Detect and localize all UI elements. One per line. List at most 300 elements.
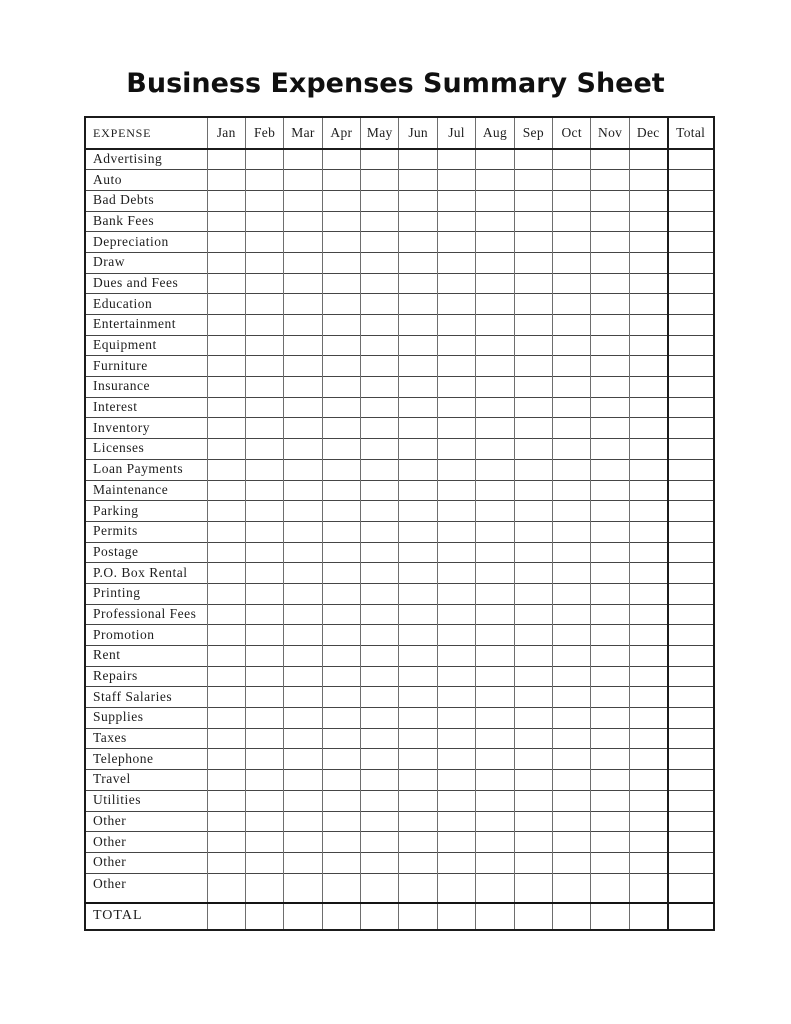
- row-total-cell[interactable]: [668, 646, 714, 667]
- amount-cell[interactable]: [322, 521, 360, 542]
- amount-cell[interactable]: [399, 563, 437, 584]
- amount-cell[interactable]: [629, 749, 667, 770]
- row-total-cell[interactable]: [668, 563, 714, 584]
- amount-cell[interactable]: [361, 832, 399, 853]
- amount-cell[interactable]: [514, 728, 552, 749]
- amount-cell[interactable]: [553, 625, 591, 646]
- amount-cell[interactable]: [553, 873, 591, 903]
- amount-cell[interactable]: [245, 252, 283, 273]
- amount-cell[interactable]: [207, 625, 245, 646]
- amount-cell[interactable]: [399, 625, 437, 646]
- amount-cell[interactable]: [514, 646, 552, 667]
- amount-cell[interactable]: [361, 501, 399, 522]
- amount-cell[interactable]: [591, 252, 629, 273]
- amount-cell[interactable]: [591, 149, 629, 170]
- amount-cell[interactable]: [629, 397, 667, 418]
- amount-cell[interactable]: [207, 149, 245, 170]
- amount-cell[interactable]: [476, 190, 514, 211]
- amount-cell[interactable]: [629, 811, 667, 832]
- amount-cell[interactable]: [437, 377, 475, 398]
- amount-cell[interactable]: [207, 232, 245, 253]
- amount-cell[interactable]: [245, 356, 283, 377]
- amount-cell[interactable]: [629, 604, 667, 625]
- amount-cell[interactable]: [399, 749, 437, 770]
- amount-cell[interactable]: [629, 728, 667, 749]
- amount-cell[interactable]: [361, 749, 399, 770]
- amount-cell[interactable]: [322, 646, 360, 667]
- amount-cell[interactable]: [553, 770, 591, 791]
- amount-cell[interactable]: [245, 273, 283, 294]
- amount-cell[interactable]: [361, 397, 399, 418]
- amount-cell[interactable]: [591, 294, 629, 315]
- amount-cell[interactable]: [514, 149, 552, 170]
- row-total-cell[interactable]: [668, 666, 714, 687]
- amount-cell[interactable]: [437, 563, 475, 584]
- amount-cell[interactable]: [476, 252, 514, 273]
- amount-cell[interactable]: [322, 377, 360, 398]
- amount-cell[interactable]: [284, 397, 322, 418]
- row-total-cell[interactable]: [668, 832, 714, 853]
- amount-cell[interactable]: [284, 666, 322, 687]
- amount-cell[interactable]: [361, 728, 399, 749]
- row-total-cell[interactable]: [668, 604, 714, 625]
- row-total-cell[interactable]: [668, 439, 714, 460]
- amount-cell[interactable]: [245, 294, 283, 315]
- amount-cell[interactable]: [591, 439, 629, 460]
- amount-cell[interactable]: [361, 273, 399, 294]
- row-total-cell[interactable]: [668, 501, 714, 522]
- amount-cell[interactable]: [399, 418, 437, 439]
- amount-cell[interactable]: [591, 459, 629, 480]
- amount-cell[interactable]: [476, 832, 514, 853]
- amount-cell[interactable]: [361, 852, 399, 873]
- amount-cell[interactable]: [514, 418, 552, 439]
- column-total-cell[interactable]: [476, 903, 514, 930]
- amount-cell[interactable]: [591, 708, 629, 729]
- amount-cell[interactable]: [476, 501, 514, 522]
- amount-cell[interactable]: [284, 852, 322, 873]
- amount-cell[interactable]: [629, 480, 667, 501]
- amount-cell[interactable]: [245, 149, 283, 170]
- amount-cell[interactable]: [591, 604, 629, 625]
- amount-cell[interactable]: [399, 687, 437, 708]
- amount-cell[interactable]: [399, 294, 437, 315]
- amount-cell[interactable]: [437, 335, 475, 356]
- amount-cell[interactable]: [553, 852, 591, 873]
- amount-cell[interactable]: [284, 708, 322, 729]
- amount-cell[interactable]: [284, 315, 322, 336]
- amount-cell[interactable]: [361, 356, 399, 377]
- amount-cell[interactable]: [476, 521, 514, 542]
- amount-cell[interactable]: [591, 542, 629, 563]
- amount-cell[interactable]: [245, 749, 283, 770]
- amount-cell[interactable]: [322, 211, 360, 232]
- amount-cell[interactable]: [322, 397, 360, 418]
- amount-cell[interactable]: [245, 335, 283, 356]
- amount-cell[interactable]: [322, 439, 360, 460]
- amount-cell[interactable]: [284, 687, 322, 708]
- amount-cell[interactable]: [437, 521, 475, 542]
- amount-cell[interactable]: [553, 459, 591, 480]
- amount-cell[interactable]: [476, 439, 514, 460]
- amount-cell[interactable]: [399, 439, 437, 460]
- amount-cell[interactable]: [591, 770, 629, 791]
- row-total-cell[interactable]: [668, 377, 714, 398]
- amount-cell[interactable]: [207, 708, 245, 729]
- amount-cell[interactable]: [361, 666, 399, 687]
- amount-cell[interactable]: [476, 397, 514, 418]
- row-total-cell[interactable]: [668, 315, 714, 336]
- amount-cell[interactable]: [553, 542, 591, 563]
- row-total-cell[interactable]: [668, 873, 714, 903]
- amount-cell[interactable]: [437, 770, 475, 791]
- amount-cell[interactable]: [361, 625, 399, 646]
- amount-cell[interactable]: [514, 501, 552, 522]
- amount-cell[interactable]: [399, 252, 437, 273]
- amount-cell[interactable]: [399, 377, 437, 398]
- amount-cell[interactable]: [322, 770, 360, 791]
- amount-cell[interactable]: [629, 501, 667, 522]
- amount-cell[interactable]: [591, 563, 629, 584]
- amount-cell[interactable]: [207, 501, 245, 522]
- amount-cell[interactable]: [284, 583, 322, 604]
- amount-cell[interactable]: [553, 646, 591, 667]
- amount-cell[interactable]: [437, 397, 475, 418]
- amount-cell[interactable]: [437, 666, 475, 687]
- column-total-cell[interactable]: [514, 903, 552, 930]
- amount-cell[interactable]: [629, 356, 667, 377]
- amount-cell[interactable]: [476, 480, 514, 501]
- column-total-cell[interactable]: [361, 903, 399, 930]
- amount-cell[interactable]: [591, 583, 629, 604]
- amount-cell[interactable]: [361, 687, 399, 708]
- amount-cell[interactable]: [284, 439, 322, 460]
- amount-cell[interactable]: [322, 790, 360, 811]
- amount-cell[interactable]: [399, 604, 437, 625]
- amount-cell[interactable]: [591, 356, 629, 377]
- amount-cell[interactable]: [553, 356, 591, 377]
- amount-cell[interactable]: [207, 646, 245, 667]
- amount-cell[interactable]: [207, 770, 245, 791]
- amount-cell[interactable]: [553, 708, 591, 729]
- amount-cell[interactable]: [245, 232, 283, 253]
- amount-cell[interactable]: [437, 728, 475, 749]
- amount-cell[interactable]: [245, 542, 283, 563]
- amount-cell[interactable]: [361, 418, 399, 439]
- row-total-cell[interactable]: [668, 708, 714, 729]
- amount-cell[interactable]: [245, 501, 283, 522]
- amount-cell[interactable]: [476, 356, 514, 377]
- amount-cell[interactable]: [322, 852, 360, 873]
- amount-cell[interactable]: [437, 501, 475, 522]
- amount-cell[interactable]: [553, 335, 591, 356]
- row-total-cell[interactable]: [668, 811, 714, 832]
- amount-cell[interactable]: [629, 666, 667, 687]
- amount-cell[interactable]: [399, 211, 437, 232]
- amount-cell[interactable]: [476, 315, 514, 336]
- amount-cell[interactable]: [476, 728, 514, 749]
- amount-cell[interactable]: [284, 501, 322, 522]
- amount-cell[interactable]: [553, 749, 591, 770]
- amount-cell[interactable]: [207, 583, 245, 604]
- amount-cell[interactable]: [476, 418, 514, 439]
- amount-cell[interactable]: [361, 170, 399, 191]
- amount-cell[interactable]: [514, 439, 552, 460]
- amount-cell[interactable]: [591, 749, 629, 770]
- amount-cell[interactable]: [629, 459, 667, 480]
- amount-cell[interactable]: [399, 397, 437, 418]
- amount-cell[interactable]: [514, 790, 552, 811]
- amount-cell[interactable]: [437, 583, 475, 604]
- amount-cell[interactable]: [553, 790, 591, 811]
- amount-cell[interactable]: [476, 852, 514, 873]
- amount-cell[interactable]: [399, 149, 437, 170]
- amount-cell[interactable]: [437, 687, 475, 708]
- amount-cell[interactable]: [399, 170, 437, 191]
- amount-cell[interactable]: [591, 273, 629, 294]
- amount-cell[interactable]: [553, 480, 591, 501]
- amount-cell[interactable]: [437, 294, 475, 315]
- amount-cell[interactable]: [553, 811, 591, 832]
- amount-cell[interactable]: [437, 459, 475, 480]
- row-total-cell[interactable]: [668, 790, 714, 811]
- column-total-cell[interactable]: [207, 903, 245, 930]
- amount-cell[interactable]: [322, 873, 360, 903]
- amount-cell[interactable]: [361, 542, 399, 563]
- amount-cell[interactable]: [245, 439, 283, 460]
- amount-cell[interactable]: [591, 335, 629, 356]
- amount-cell[interactable]: [245, 646, 283, 667]
- amount-cell[interactable]: [553, 273, 591, 294]
- amount-cell[interactable]: [361, 190, 399, 211]
- amount-cell[interactable]: [361, 211, 399, 232]
- amount-cell[interactable]: [284, 294, 322, 315]
- grand-total-cell[interactable]: [668, 903, 714, 930]
- amount-cell[interactable]: [207, 459, 245, 480]
- amount-cell[interactable]: [553, 501, 591, 522]
- amount-cell[interactable]: [591, 790, 629, 811]
- amount-cell[interactable]: [399, 232, 437, 253]
- amount-cell[interactable]: [629, 708, 667, 729]
- amount-cell[interactable]: [514, 542, 552, 563]
- amount-cell[interactable]: [591, 211, 629, 232]
- amount-cell[interactable]: [361, 149, 399, 170]
- column-total-cell[interactable]: [629, 903, 667, 930]
- amount-cell[interactable]: [629, 439, 667, 460]
- amount-cell[interactable]: [514, 749, 552, 770]
- row-total-cell[interactable]: [668, 459, 714, 480]
- amount-cell[interactable]: [284, 563, 322, 584]
- amount-cell[interactable]: [361, 811, 399, 832]
- amount-cell[interactable]: [629, 335, 667, 356]
- amount-cell[interactable]: [284, 873, 322, 903]
- amount-cell[interactable]: [476, 211, 514, 232]
- amount-cell[interactable]: [322, 811, 360, 832]
- amount-cell[interactable]: [207, 728, 245, 749]
- row-total-cell[interactable]: [668, 521, 714, 542]
- amount-cell[interactable]: [437, 708, 475, 729]
- amount-cell[interactable]: [514, 625, 552, 646]
- row-total-cell[interactable]: [668, 480, 714, 501]
- amount-cell[interactable]: [629, 170, 667, 191]
- amount-cell[interactable]: [437, 149, 475, 170]
- amount-cell[interactable]: [399, 873, 437, 903]
- row-total-cell[interactable]: [668, 335, 714, 356]
- amount-cell[interactable]: [553, 604, 591, 625]
- amount-cell[interactable]: [245, 666, 283, 687]
- amount-cell[interactable]: [322, 315, 360, 336]
- amount-cell[interactable]: [245, 397, 283, 418]
- amount-cell[interactable]: [553, 190, 591, 211]
- amount-cell[interactable]: [437, 625, 475, 646]
- amount-cell[interactable]: [553, 397, 591, 418]
- amount-cell[interactable]: [514, 459, 552, 480]
- amount-cell[interactable]: [207, 542, 245, 563]
- amount-cell[interactable]: [322, 666, 360, 687]
- amount-cell[interactable]: [399, 811, 437, 832]
- amount-cell[interactable]: [591, 501, 629, 522]
- amount-cell[interactable]: [553, 252, 591, 273]
- amount-cell[interactable]: [207, 687, 245, 708]
- amount-cell[interactable]: [514, 190, 552, 211]
- amount-cell[interactable]: [322, 273, 360, 294]
- amount-cell[interactable]: [322, 625, 360, 646]
- amount-cell[interactable]: [322, 149, 360, 170]
- amount-cell[interactable]: [322, 708, 360, 729]
- amount-cell[interactable]: [399, 646, 437, 667]
- amount-cell[interactable]: [476, 687, 514, 708]
- amount-cell[interactable]: [361, 377, 399, 398]
- amount-cell[interactable]: [322, 501, 360, 522]
- row-total-cell[interactable]: [668, 397, 714, 418]
- amount-cell[interactable]: [591, 315, 629, 336]
- amount-cell[interactable]: [245, 459, 283, 480]
- amount-cell[interactable]: [207, 190, 245, 211]
- amount-cell[interactable]: [514, 377, 552, 398]
- amount-cell[interactable]: [514, 832, 552, 853]
- amount-cell[interactable]: [207, 211, 245, 232]
- amount-cell[interactable]: [514, 687, 552, 708]
- column-total-cell[interactable]: [437, 903, 475, 930]
- amount-cell[interactable]: [629, 583, 667, 604]
- amount-cell[interactable]: [245, 790, 283, 811]
- amount-cell[interactable]: [629, 790, 667, 811]
- amount-cell[interactable]: [591, 418, 629, 439]
- amount-cell[interactable]: [476, 770, 514, 791]
- row-total-cell[interactable]: [668, 232, 714, 253]
- amount-cell[interactable]: [361, 770, 399, 791]
- amount-cell[interactable]: [361, 232, 399, 253]
- amount-cell[interactable]: [245, 873, 283, 903]
- amount-cell[interactable]: [361, 790, 399, 811]
- amount-cell[interactable]: [399, 356, 437, 377]
- amount-cell[interactable]: [553, 294, 591, 315]
- row-total-cell[interactable]: [668, 852, 714, 873]
- amount-cell[interactable]: [553, 728, 591, 749]
- amount-cell[interactable]: [322, 832, 360, 853]
- amount-cell[interactable]: [476, 811, 514, 832]
- amount-cell[interactable]: [629, 149, 667, 170]
- amount-cell[interactable]: [629, 687, 667, 708]
- amount-cell[interactable]: [514, 294, 552, 315]
- row-total-cell[interactable]: [668, 273, 714, 294]
- amount-cell[interactable]: [437, 418, 475, 439]
- amount-cell[interactable]: [284, 211, 322, 232]
- amount-cell[interactable]: [437, 873, 475, 903]
- amount-cell[interactable]: [591, 687, 629, 708]
- amount-cell[interactable]: [514, 273, 552, 294]
- amount-cell[interactable]: [476, 790, 514, 811]
- amount-cell[interactable]: [591, 377, 629, 398]
- amount-cell[interactable]: [245, 480, 283, 501]
- amount-cell[interactable]: [284, 418, 322, 439]
- amount-cell[interactable]: [322, 459, 360, 480]
- amount-cell[interactable]: [245, 170, 283, 191]
- amount-cell[interactable]: [284, 542, 322, 563]
- amount-cell[interactable]: [553, 315, 591, 336]
- amount-cell[interactable]: [322, 563, 360, 584]
- amount-cell[interactable]: [437, 170, 475, 191]
- amount-cell[interactable]: [399, 666, 437, 687]
- amount-cell[interactable]: [514, 521, 552, 542]
- amount-cell[interactable]: [591, 646, 629, 667]
- amount-cell[interactable]: [361, 521, 399, 542]
- amount-cell[interactable]: [629, 832, 667, 853]
- amount-cell[interactable]: [245, 852, 283, 873]
- row-total-cell[interactable]: [668, 770, 714, 791]
- amount-cell[interactable]: [629, 563, 667, 584]
- amount-cell[interactable]: [361, 583, 399, 604]
- amount-cell[interactable]: [476, 459, 514, 480]
- amount-cell[interactable]: [207, 418, 245, 439]
- amount-cell[interactable]: [437, 439, 475, 460]
- amount-cell[interactable]: [361, 252, 399, 273]
- row-total-cell[interactable]: [668, 728, 714, 749]
- amount-cell[interactable]: [245, 832, 283, 853]
- amount-cell[interactable]: [553, 232, 591, 253]
- amount-cell[interactable]: [361, 646, 399, 667]
- amount-cell[interactable]: [514, 583, 552, 604]
- amount-cell[interactable]: [591, 397, 629, 418]
- amount-cell[interactable]: [361, 439, 399, 460]
- column-total-cell[interactable]: [553, 903, 591, 930]
- amount-cell[interactable]: [207, 832, 245, 853]
- amount-cell[interactable]: [514, 170, 552, 191]
- row-total-cell[interactable]: [668, 418, 714, 439]
- amount-cell[interactable]: [476, 646, 514, 667]
- row-total-cell[interactable]: [668, 749, 714, 770]
- amount-cell[interactable]: [284, 480, 322, 501]
- amount-cell[interactable]: [322, 542, 360, 563]
- amount-cell[interactable]: [553, 687, 591, 708]
- amount-cell[interactable]: [207, 604, 245, 625]
- row-total-cell[interactable]: [668, 211, 714, 232]
- amount-cell[interactable]: [514, 852, 552, 873]
- amount-cell[interactable]: [399, 480, 437, 501]
- amount-cell[interactable]: [591, 666, 629, 687]
- amount-cell[interactable]: [629, 542, 667, 563]
- amount-cell[interactable]: [322, 232, 360, 253]
- amount-cell[interactable]: [629, 232, 667, 253]
- amount-cell[interactable]: [514, 356, 552, 377]
- amount-cell[interactable]: [476, 170, 514, 191]
- amount-cell[interactable]: [629, 646, 667, 667]
- amount-cell[interactable]: [514, 604, 552, 625]
- amount-cell[interactable]: [207, 273, 245, 294]
- amount-cell[interactable]: [322, 480, 360, 501]
- amount-cell[interactable]: [553, 521, 591, 542]
- amount-cell[interactable]: [322, 294, 360, 315]
